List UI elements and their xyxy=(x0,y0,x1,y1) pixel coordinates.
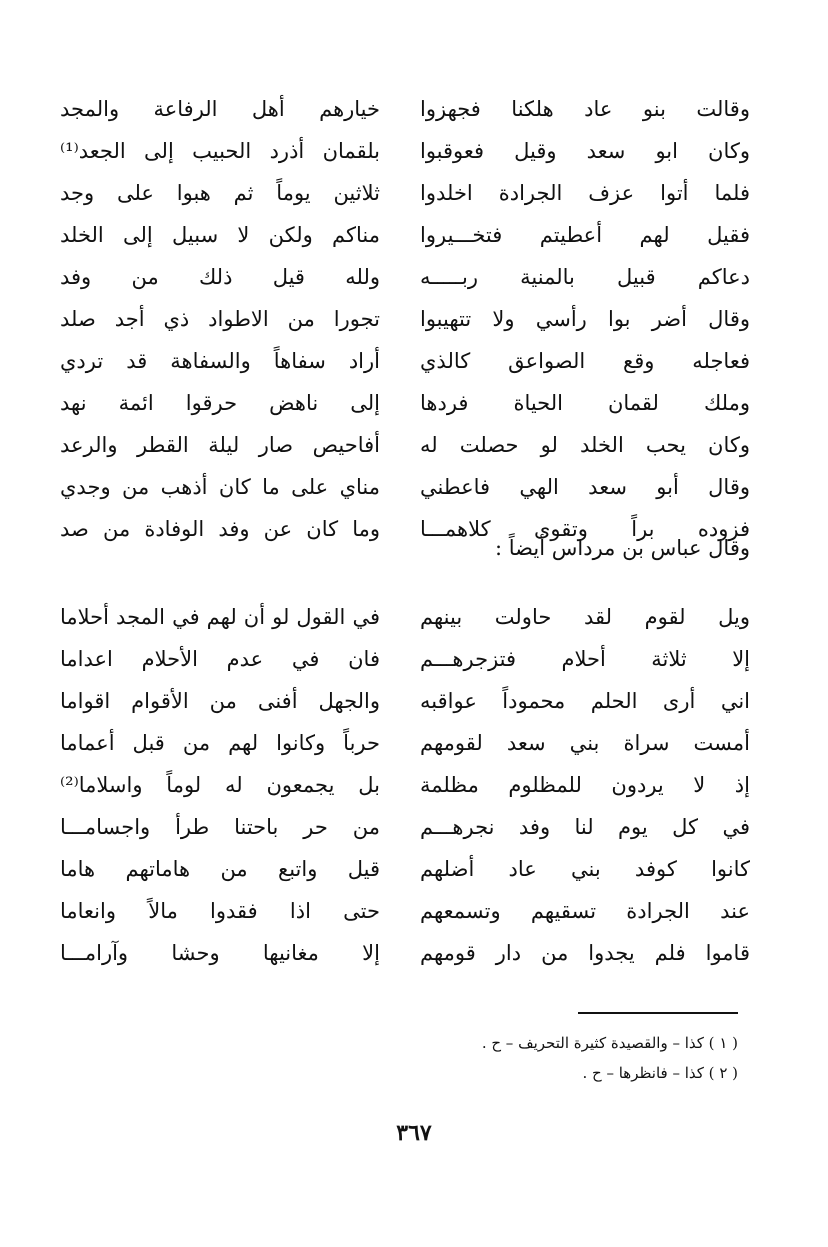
verse-row xyxy=(60,466,750,508)
verse-row xyxy=(60,890,750,932)
verse-second-hemistich: ثلاثين يوماً ثم هبوا على وجد xyxy=(60,181,380,205)
verse-second-hemistich: تجورا من الاطواد ذي أجد صلد xyxy=(60,307,380,331)
footnote-2: ( ٢ ) كذا – فانظرها – ح . xyxy=(582,1064,738,1082)
verse-row xyxy=(60,256,750,298)
verse-row xyxy=(60,172,750,214)
verse-second-hemistich: وما كان عن وفد الوفادة من صد xyxy=(60,517,380,541)
verse-row xyxy=(60,722,750,764)
poem-2 xyxy=(60,596,750,974)
footnote-separator xyxy=(578,1012,738,1014)
poem-2-intro: وقال عباس بن مرداس أيضاً : xyxy=(495,536,750,560)
verse-second-hemistich: مناي على ما كان أذهب من وجدي xyxy=(60,475,380,499)
verse-first-hemistich: فعاجله وقع الصواعق كالذي xyxy=(420,349,750,373)
verse-row xyxy=(60,298,750,340)
verse-second-hemistich: قيل واتبع من هاماتهم هاما xyxy=(60,857,380,881)
verse-first-hemistich: فلما أتوا عزف الجرادة اخلدوا xyxy=(420,181,750,205)
verse-second-hemistich: أراد سفاهاً والسفاهة قد تردي xyxy=(60,349,380,373)
verse-first-hemistich: وقال أبو سعد الهي فاعطني xyxy=(420,475,750,499)
verse-row xyxy=(60,848,750,890)
verse-first-hemistich: وكان يحب الخلد لو حصلت له xyxy=(420,433,750,457)
verse-first-hemistich: في كل يوم لنا وفد نجرهـــم xyxy=(420,815,750,839)
verse-second-hemistich: حرباً وكانوا لهم من قبل أعماما xyxy=(60,731,380,755)
verse-first-hemistich: قاموا فلم يجدوا من دار قومهم xyxy=(420,941,750,965)
verse-first-hemistich: ويل لقوم لقد حاولت بينهم xyxy=(420,605,750,629)
verse-row xyxy=(60,806,750,848)
footnote-1: ( ١ ) كذا – والقصيدة كثيرة التحريف – ح . xyxy=(481,1034,738,1052)
verse-second-hemistich: من حر باحتنا طرأ واجسامـــا xyxy=(60,815,380,839)
verse-row xyxy=(60,340,750,382)
verse-second-hemistich: إلا مغانيها وحشا وآرامـــا xyxy=(60,941,380,965)
verse-second-hemistich: مناكم ولكن لا سبيل إلى الخلد xyxy=(60,223,380,247)
verse-first-hemistich: فقيل لهم أعطيتم فتخـــيروا xyxy=(420,223,750,247)
verse-row xyxy=(60,424,750,466)
verse-second-hemistich: حتى اذا فقدوا مالاً وانعاما xyxy=(60,899,380,923)
verse-row xyxy=(60,596,750,638)
verse-first-hemistich: وكان ابو سعد وقيل فعوقبوا xyxy=(420,139,750,163)
verse-first-hemistich: إذ لا يردون للمظلوم مظلمة xyxy=(420,773,750,797)
verse-first-hemistich: اني أرى الحلم محموداً عواقبه xyxy=(420,689,750,713)
verse-second-hemistich: والجهل أفنى من الأقوام اقواما xyxy=(60,689,380,713)
verse-first-hemistich: دعاكم قبيل بالمنية ربـــــه xyxy=(420,265,750,289)
verse-second-hemistich: أفاحيص صار ليلة القطر والرعد xyxy=(60,433,380,457)
verse-second-hemistich: فان في عدم الأحلام اعداما xyxy=(60,647,380,671)
verse-first-hemistich: فزوده براً وتقوى كلاهمـــا xyxy=(420,517,750,541)
verse-first-hemistich: إلا ثلاثة أحلام فتزجرهـــم xyxy=(420,647,750,671)
page-number: ٣٦٧ xyxy=(396,1120,432,1146)
poem-1 xyxy=(60,88,750,550)
verse-second-hemistich: خيارهم أهل الرفاعة والمجد xyxy=(60,97,380,121)
verse-first-hemistich: أمست سراة بني سعد لقومهم xyxy=(420,731,750,755)
verse-second-hemistich: في القول لو أن لهم في المجد أحلاما xyxy=(60,605,380,629)
verse-first-hemistich: وملك لقمان الحياة فردها xyxy=(420,391,750,415)
verse-row xyxy=(60,214,750,256)
verse-row xyxy=(60,932,750,974)
verse-second-hemistich: إلى ناهض حرقوا ائمة نهد xyxy=(60,391,380,415)
footnotes xyxy=(482,1028,738,1088)
verse-row xyxy=(60,638,750,680)
verse-row xyxy=(60,764,750,806)
verse-first-hemistich: وقالت بنو عاد هلكنا فجهزوا xyxy=(420,97,750,121)
verse-second-hemistich: ولله قيل ذلك من وفد xyxy=(60,265,380,289)
verse-row xyxy=(60,88,750,130)
verse-first-hemistich: عند الجرادة تسقيهم وتسمعهم xyxy=(420,899,750,923)
verse-row xyxy=(60,382,750,424)
verse-second-hemistich: بلقمان أذرد الحبيب إلى الجعد⁽¹⁾ xyxy=(60,139,380,163)
verse-first-hemistich: وقال أضر بوا رأسي ولا تتهيبوا xyxy=(420,307,750,331)
verse-second-hemistich: بل يجمعون له لوماً واسلاما⁽²⁾ xyxy=(60,773,380,797)
verse-row xyxy=(60,130,750,172)
verse-first-hemistich: كانوا كوفد بني عاد أضلهم xyxy=(420,857,750,881)
verse-row xyxy=(60,680,750,722)
